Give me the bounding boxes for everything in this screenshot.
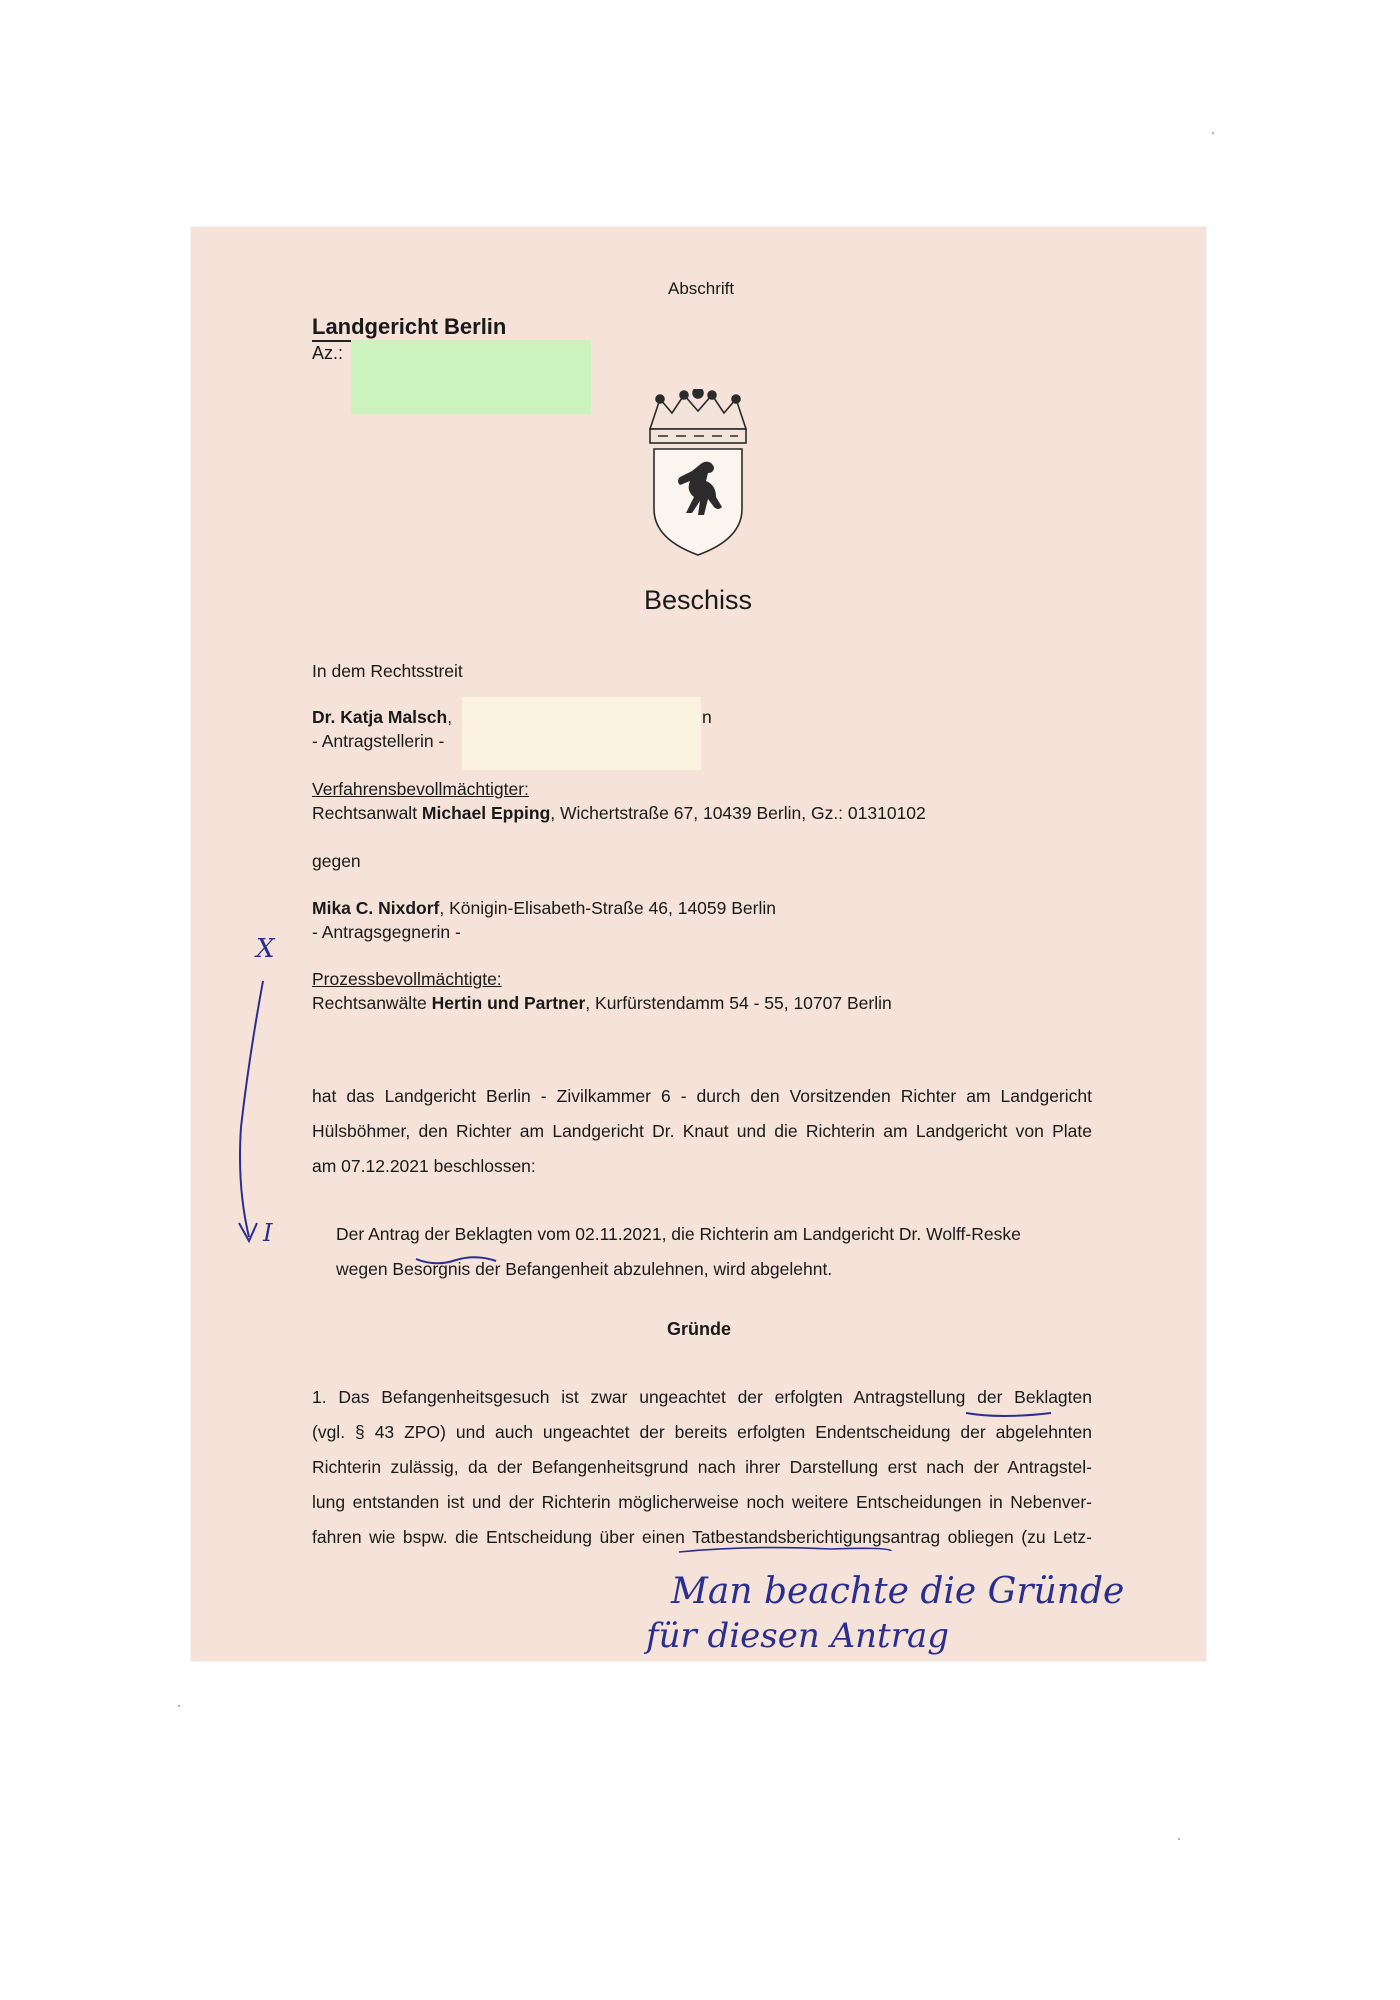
- reasons-line: (vgl. § 43 ZPO) und auch ungeachtet der bereits erfolgten Endentscheidung der abgelehnten: [312, 1422, 1092, 1442]
- decision-intro-line: Hülsböhmer, den Richter am Landgericht Dr. Knaut und die Richterin am Landgericht von Plate: [312, 1121, 1092, 1141]
- reasons-line: lung entstanden ist und der Richterin möglicherweise noch weitere Entscheidungen in Nebenver-: [312, 1492, 1092, 1512]
- respondent-counsel-address: , Kurfürstendamm 54 - 55, 10707 Berlin: [585, 993, 892, 1013]
- ruling-line: wegen Besorgnis der Befangenheit abzulehnen, wird abgelehnt.: [336, 1259, 833, 1279]
- underline-beklagten-reasons: [966, 1413, 1051, 1416]
- respondent-counsel-prefix: Rechtsanwälte: [312, 993, 432, 1013]
- case-number-redaction: [351, 340, 591, 414]
- court-document-page: [191, 227, 1206, 1661]
- applicant-counsel-ref-label: Gz.:: [810, 803, 844, 823]
- applicant-counsel-line: [312, 801, 1092, 825]
- court-name: Landgericht Berlin: [312, 314, 507, 339]
- applicant-counsel-ref-value: 01310102: [843, 803, 926, 823]
- reasons-line: fahren wie bspw. die Entscheidung über einen Tatbestandsberichtigungsantrag obliegen (zu Letz-: [312, 1527, 1092, 1547]
- scan-speck: [1178, 1838, 1180, 1840]
- handwritten-note-line-1: Man beachte die Gründe: [671, 1571, 1125, 1612]
- versus-text: gegen: [312, 851, 361, 871]
- applicant-counsel-address: , Wichertstraße 67, 10439 Berlin,: [550, 803, 811, 823]
- applicant-counsel-prefix: Rechtsanwalt: [312, 803, 422, 823]
- respondent-role: - Antragsgegnerin -: [312, 922, 461, 942]
- respondent-line: [312, 896, 1092, 920]
- handwritten-note-line-2: für diesen Antrag: [646, 1616, 949, 1656]
- arrow-head-icon: [239, 1223, 257, 1241]
- copy-label: Abschrift: [668, 279, 735, 298]
- document-title: Beschiss: [644, 585, 753, 615]
- decision-intro-line: hat das Landgericht Berlin - Zivilkammer 6 - durch den Vorsitzenden Richter am Landgericht: [312, 1086, 1092, 1106]
- scan-speck: [178, 1705, 180, 1707]
- applicant-address-redaction: [462, 697, 701, 770]
- respondent-address: , Königin-Elisabeth-Straße 46, 14059 Berlin: [439, 898, 776, 918]
- applicant-role: - Antragstellerin -: [312, 731, 445, 751]
- reasons-heading: Gründe: [667, 1319, 732, 1339]
- applicant-counsel-name: Michael Epping: [421, 803, 551, 823]
- applicant-name: Dr. Katja Malsch: [312, 707, 448, 727]
- applicant-name-suffix: ,: [447, 707, 453, 727]
- applicant-trailing-char: n: [702, 707, 712, 727]
- berlin-bear-coat-of-arms-icon: [642, 389, 754, 559]
- respondent-counsel-name: Hertin und Partner: [431, 993, 586, 1013]
- respondent-counsel-heading: Prozessbevollmächtigte:: [312, 969, 502, 989]
- applicant-counsel-heading: Verfahrensbevollmächtigter:: [312, 779, 529, 799]
- scan-speck: [1212, 132, 1214, 134]
- decision-intro-line: am 07.12.2021 beschlossen:: [312, 1156, 536, 1176]
- reasons-line: 1. Das Befangenheitsgesuch ist zwar ungeachtet der erfolgten Antragstellung der Beklagten: [312, 1387, 1092, 1407]
- reasons-line: Richterin zulässig, da der Befangenheitsgrund nach ihrer Darstellung erst nach der Antragstel-: [312, 1457, 1092, 1477]
- respondent-name: Mika C. Nixdorf: [312, 898, 440, 918]
- margin-x-mark: X: [256, 934, 275, 964]
- arrow-end-mark: I: [263, 1219, 273, 1247]
- ruling-line: Der Antrag der Beklagten vom 02.11.2021, die Richterin am Landgericht Dr. Wolff-Reske: [336, 1224, 1021, 1244]
- intro-text: In dem Rechtsstreit: [312, 661, 463, 681]
- respondent-counsel-line: [312, 991, 1092, 1015]
- case-number-label: Az.:: [312, 343, 344, 363]
- margin-arrow-line: [240, 981, 263, 1237]
